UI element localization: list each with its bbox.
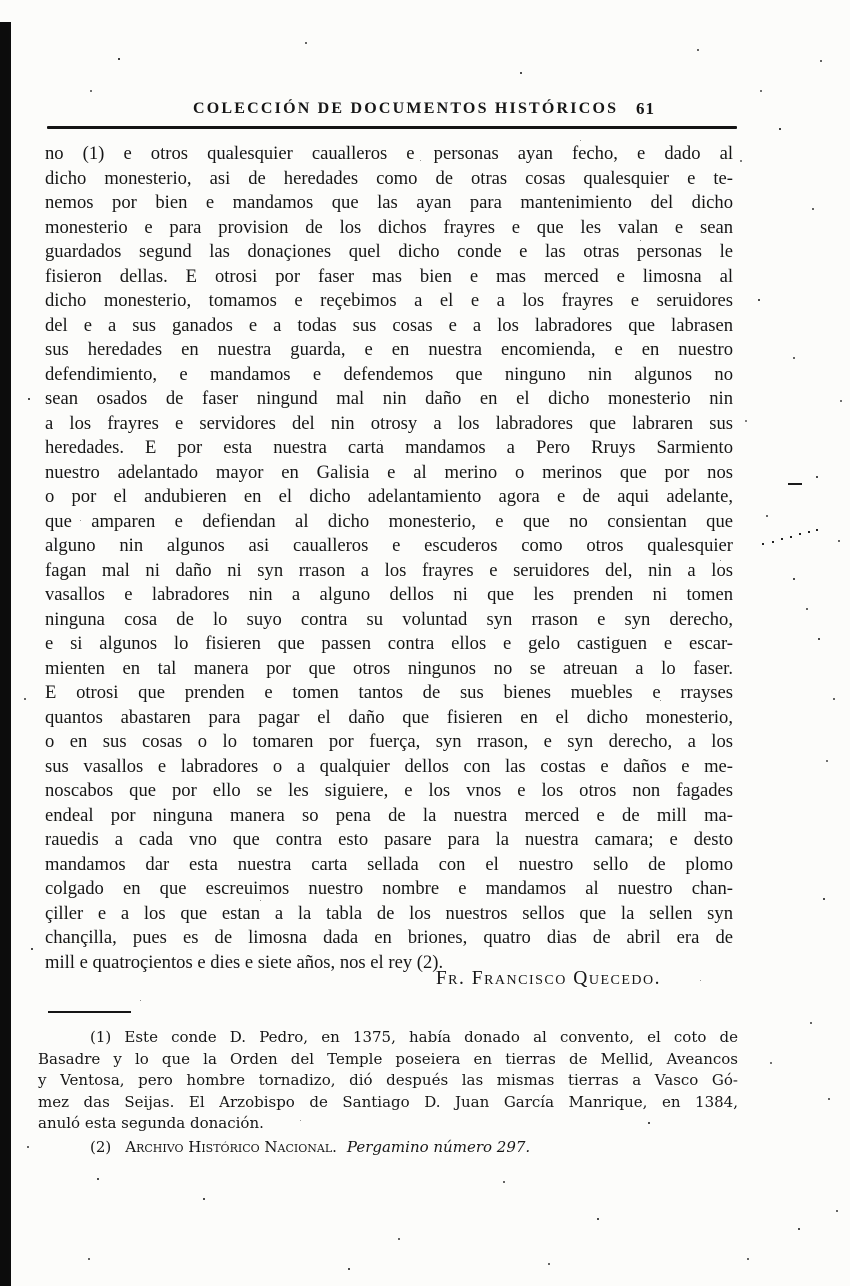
text-line: nemos por bien e mandamos que las ayan para mantenimiento del dicho [45, 192, 733, 213]
text-line: alguno nin algunos asi caualleros e escuderos como otros qualesquier [45, 535, 733, 556]
text-line: o por el andubieren en el dicho adelantamiento agora e de aqui adelante, [45, 486, 733, 507]
text-line: mienten en tal manera por que otros ningunos no se atreuan a lo faser. [45, 657, 733, 679]
text-line: E otrosi que prenden e tomen tantos de sus bienes muebles e rrayses [45, 682, 733, 703]
scan-scratch-mark [752, 545, 754, 547]
text-line: heredades. E por esta nuestra carta mandamos a Pero Rruys Sarmiento [45, 437, 733, 458]
footnote-line: Basadre y lo que la Orden del Temple poseiera en tierras de Mellid, Aveancos [38, 1049, 738, 1068]
text-line: sus heredades en nuestra guarda, e en nuestra encomienda, e en nuestro [45, 339, 733, 360]
footnote-line: anuló esta segunda donación. [38, 1114, 264, 1132]
text-line: mandamos dar esta nuestra carta sellada con el nuestro sello de plomo [45, 853, 733, 875]
text-line-last: mill e quatroçientos e dies e siete años, nos el rey (2). [45, 951, 444, 973]
footnote-line: mez das Seijas. El Arzobispo de Santiago D. Juan García Manrique, en 1384, [38, 1092, 738, 1111]
text-line: quantos abastaren para pagar el daño que fisieren en el dicho monesterio, [45, 706, 733, 728]
text-line: a los frayres e servidores del nin otrosy a los labradores que labraren sus [45, 412, 733, 434]
text-line: monesterio e para provision de los dichos frayres e que les valan e sean [45, 216, 733, 238]
footnote-line: (1) Este conde D. Pedro, en 1375, había donado al convento, el coto de [90, 1028, 738, 1046]
text-line: rauedis a cada vno que contra esto pasare para la nuestra camara; e desto [45, 829, 733, 850]
text-line: o en sus cosas o lo tomaren por fuerça, syn rrason, e syn derecho, a los [45, 731, 733, 752]
text-line: noscabos que por ello se les siguiere, e los vnos e los otros non fagades [45, 780, 733, 801]
footnote-2-reference: Pergamino número 297. [346, 1137, 531, 1156]
text-line: vasallos e labradores nin a alguno dellos ni que les prenden ni tomen [45, 584, 733, 605]
text-line: defendimiento, e mandamos e defendemos que ninguno nin algunos no [45, 363, 733, 385]
text-line: ninguna cosa de lo suyo contra su voluntad syn rrason e syn derecho, [45, 608, 733, 630]
text-line: endeal por ninguna manera so pena de la nuestra merced e de mill ma- [45, 804, 733, 826]
text-line: dicho monesterio, tomamos e reçebimos a el e a los frayres e seruidores [45, 290, 733, 311]
text-line: fagan mal ni daño ni syn rrason a los frayres e seruidores del, nin a los [45, 559, 733, 581]
text-line: e si algunos lo fisieren que passen contra ellos e gelo castiguen e escar- [45, 633, 733, 654]
page-number: 61 [636, 99, 655, 118]
text-line: chançilla, pues es de limosna dada en briones, quatro dias de abril era de [45, 927, 733, 948]
footnote-line: y Ventosa, pero hombre tornadizo, dió después las mismas tierras a Vasco Gó- [38, 1071, 738, 1089]
document-body [45, 142, 733, 975]
text-line: no (1) e otros qualesquier caualleros e personas ayan fecho, e dado al [45, 143, 733, 164]
scan-stray-dash [788, 483, 802, 485]
text-line: nuestro adelantado mayor en Galisia e al merino o merinos que por nos [45, 461, 733, 483]
text-line: guardados segund las donaçiones quel dicho conde e las otras personas le [45, 241, 733, 262]
text-line: çiller e a los que estan a la tabla de los nuestros sellos que la sellen syn [45, 902, 733, 924]
scan-noise-layer [0, 0, 2, 2]
text-line: sus vasallos e labradores o a qualquier dellos con las costas e daños e me- [45, 755, 733, 777]
text-line: dicho monesterio, asi de heredades como de otras cosas qualesquier e te- [45, 167, 733, 189]
footnotes [38, 1027, 738, 1158]
text-line: que amparen e defiendan al dicho monesterio, e que no consientan que [45, 510, 733, 532]
footnote-rule [48, 1011, 131, 1013]
header-rule [47, 126, 737, 129]
text-line: sean osados de faser ningund mal nin daño en el dicho monesterio nin [45, 388, 733, 409]
footnote-2-marker: (2) [90, 1137, 112, 1156]
text-line: colgado en que escreuimos nuestro nombre e mandamos al nuestro chan- [45, 878, 733, 899]
footnote-2-source: Archivo Histórico Nacional. [125, 1137, 337, 1156]
scan-noise-layer-2 [0, 0, 1, 1]
signature: Fr. Francisco Quecedo. [435, 968, 661, 989]
text-line: del e a sus ganados e a todas sus cosas e a los labradores que labrasen [45, 314, 733, 336]
binding-shadow [0, 22, 11, 1286]
running-header-title: COLECCIÓN DE DOCUMENTOS HISTÓRICOS [193, 100, 619, 117]
footnote-2 [38, 1137, 738, 1159]
text-line: fisieron dellas. E otrosi por faser mas bien e mas merced e limosna al [45, 265, 733, 287]
